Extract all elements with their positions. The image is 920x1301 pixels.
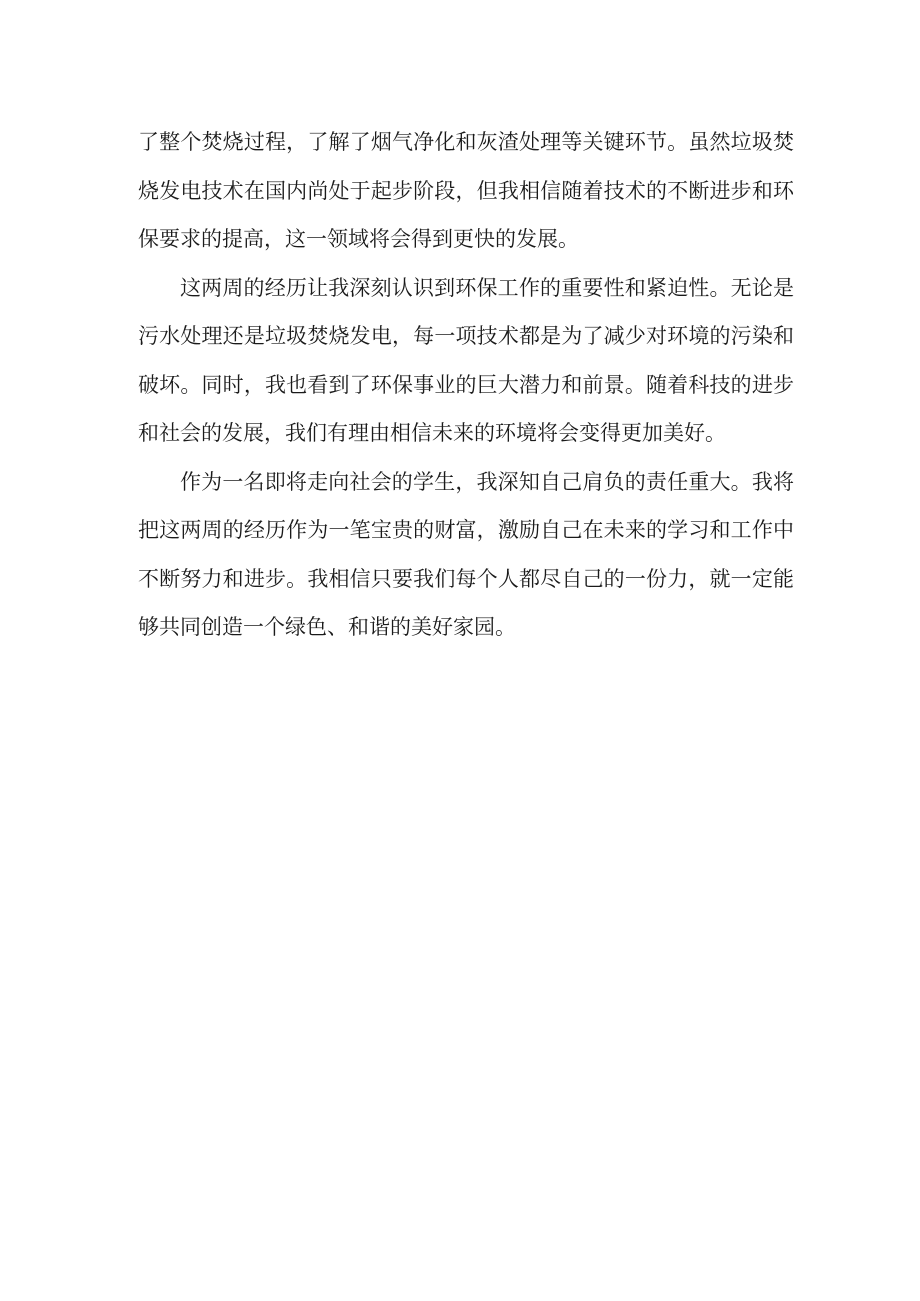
document-body (138, 118, 794, 652)
paragraph-continued: 了整个焚烧过程，了解了烟气净化和灰渣处理等关键环节。虽然垃圾焚烧发电技术在国内尚处于起步阶段，但我相信随着技术的不断进步和环保要求的提高，这一领域将会得到更快的发展。 (138, 130, 794, 251)
paragraph-reflection: 这两周的经历让我深刻认识到环保工作的重要性和紧迫性。无论是污水处理还是垃圾焚烧发电，每一项技术都是为了减少对环境的污染和破坏。同时，我也看到了环保事业的巨大潜力和前景。随着科技的进步和社会的发展，我们有理由相信未来的环境将会变得更加美好。 (138, 275, 794, 445)
paragraph-conclusion: 作为一名即将走向社会的学生，我深知自己肩负的责任重大。我将把这两周的经历作为一笔宝贵的财富，激励自己在未来的学习和工作中不断努力和进步。我相信只要我们每个人都尽自己的一份力，就一定能够共同创造一个绿色、和谐的美好家园。 (138, 469, 794, 639)
